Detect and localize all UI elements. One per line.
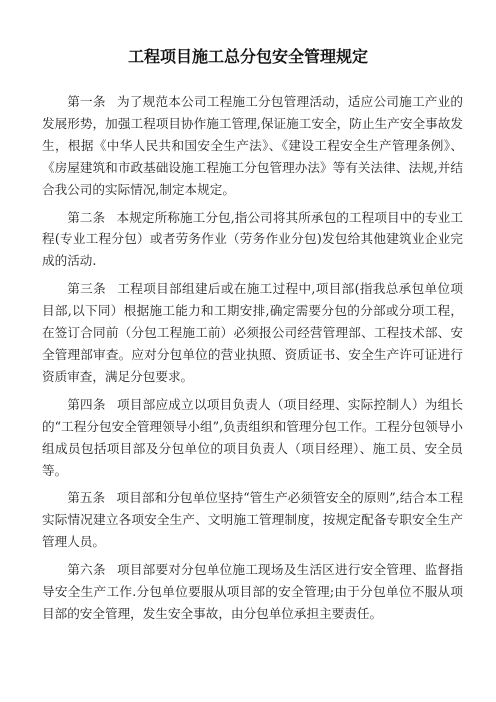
article-number: 第一条 bbox=[67, 94, 106, 109]
article-number: 第六条 bbox=[67, 562, 106, 578]
article-1 bbox=[42, 91, 463, 201]
article-text: 项目部要对分包单位施工现场及生活区进行安全管理、监督指导安全生产工作.分包单位要服从项目部的安全管理;由于分包单位不服从项目部的安全管理，发生安全事故，由分包单位承担主要责任。 bbox=[42, 562, 464, 621]
article-number: 第五条 bbox=[67, 490, 106, 506]
document-body bbox=[42, 91, 463, 631]
article-text: 项目部应成立以项目负责人（项目经理、实际控制人）为组长的“工程分包安全管理领导小组”,负责组织和管理分包工作。工程分包领导小组成员包括项目部及分包单位的项目负责人（项目经理）、施工员、安全员等。 bbox=[42, 396, 464, 478]
article-text: 工程项目部组建后或在施工过程中,项目部(指我总承包单位项目部,以下同）根据施工能力和工期安排,确定需要分包的分部或分项工程，在签订合同前（分包工程施工前）必须报公司经营管理部、工程技术部、安全管理部审查。应对分包单位的营业执照、资质证书、安全生产许可证进行资质审查，满足分包要求。 bbox=[42, 281, 464, 384]
article-text: 为了规范本公司工程施工分包管理活动，适应公司施工产业的发展形势，加强工程项目协作施工管理,保证施工安全，防止生产安全事故发生，根据《中华人民共和国安全生产法》、《建设工程安全生产管理条例》、《房屋建筑和市政基础设施工程施工分包管理办法》等有关法律、法规,并结合我公司的实际情况,制定本规定。 bbox=[42, 94, 464, 197]
article-text: 项目部和分包单位坚持“管生产必须管安全的原则”,结合本工程实际情况建立各项安全生产、文明施工管理制度，按规定配备专职安全生产管理人员。 bbox=[42, 490, 464, 550]
document-title: 工程项目施工总分包安全管理规定 bbox=[127, 47, 368, 66]
article-number: 第三条 bbox=[67, 281, 107, 297]
article-3 bbox=[42, 278, 463, 388]
article-6 bbox=[42, 559, 463, 625]
article-5 bbox=[42, 487, 463, 553]
article-4 bbox=[42, 394, 463, 482]
article-number: 第四条 bbox=[67, 396, 106, 412]
article-2 bbox=[42, 207, 463, 273]
article-number: 第二条 bbox=[67, 209, 106, 225]
article-text: 本规定所称施工分包,指公司将其所承包的工程项目中的专业工程(专业工程分包）或者劳务作业（劳务作业分包)发包给其他建筑业企业完成的活动. bbox=[42, 209, 463, 269]
